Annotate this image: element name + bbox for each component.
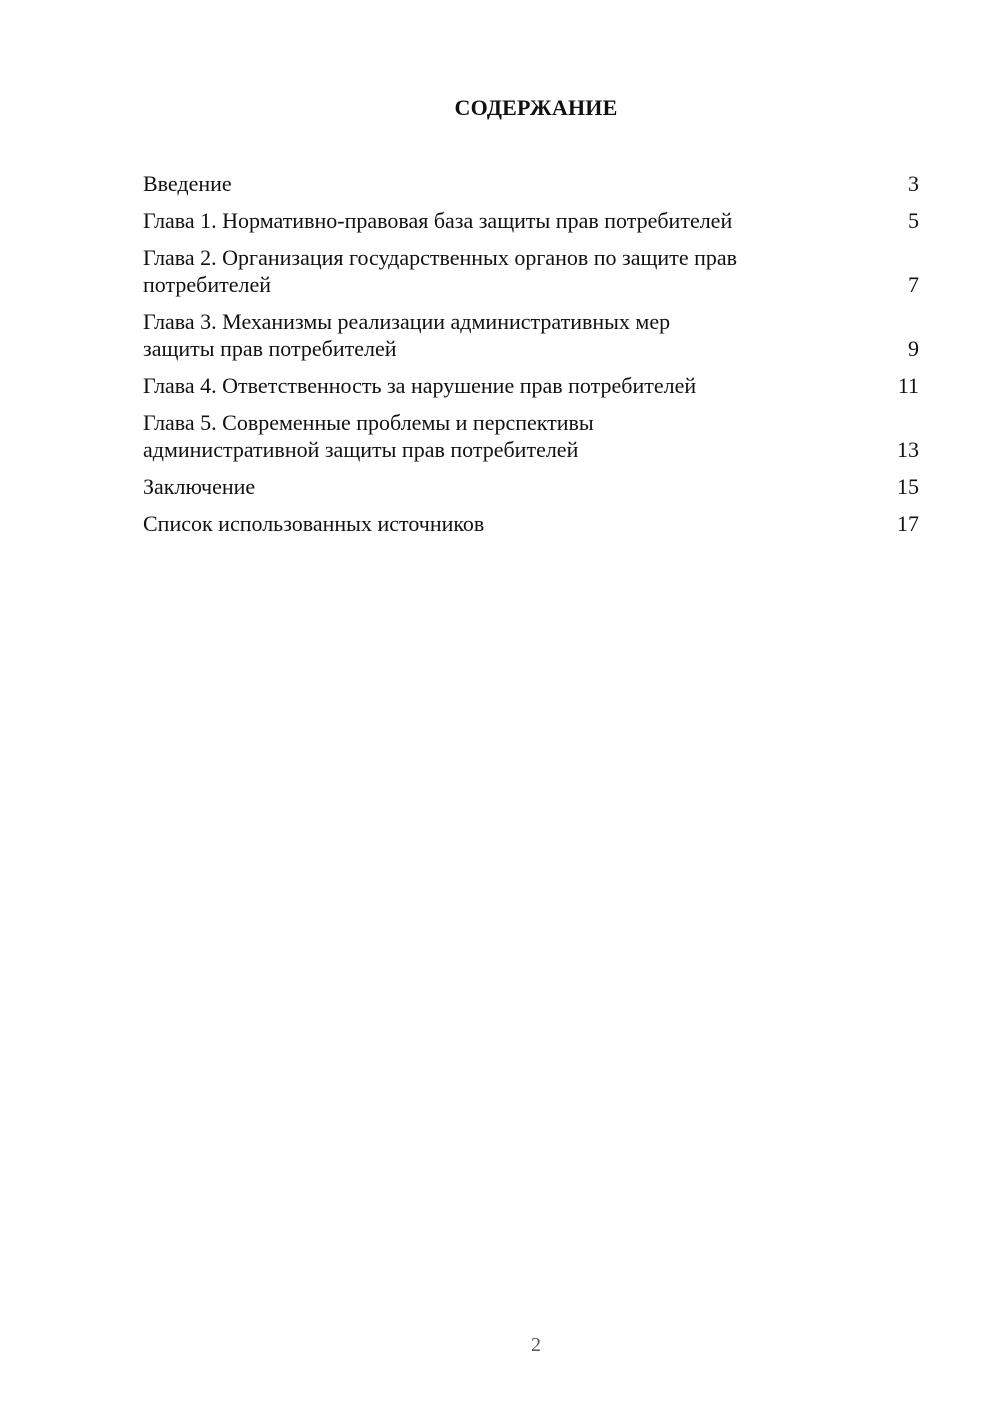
toc-entry-references bbox=[143, 510, 919, 537]
toc-entry-page: 9 bbox=[908, 336, 919, 361]
toc-entry-chapter-1 bbox=[143, 207, 919, 234]
toc-entry-conclusion bbox=[143, 473, 919, 500]
toc-entry-text-line-2: административной защиты прав потребителей bbox=[143, 437, 579, 462]
toc-entry-page: 3 bbox=[908, 171, 919, 196]
toc-entry-chapter-3 bbox=[143, 308, 919, 362]
toc-entry-text-line-2: защиты прав потребителей bbox=[143, 336, 397, 361]
toc-entry-introduction bbox=[143, 170, 919, 197]
toc-entry-chapter-4 bbox=[143, 372, 919, 399]
page-number: 2 bbox=[531, 1334, 541, 1356]
toc-entry-text-line-1: Глава 2. Организация государственных органов по защите прав bbox=[143, 245, 738, 270]
toc-entry-chapter-2 bbox=[143, 244, 919, 298]
toc-entry-page: 11 bbox=[897, 373, 919, 398]
table-of-contents bbox=[143, 170, 919, 547]
toc-entry-page: 5 bbox=[908, 208, 919, 233]
toc-entry-page: 17 bbox=[897, 511, 919, 536]
toc-entry-text-line-2: потребителей bbox=[143, 272, 271, 297]
toc-entry-page: 13 bbox=[897, 437, 919, 462]
toc-entry-page: 7 bbox=[908, 272, 919, 297]
toc-entry-chapter-5 bbox=[143, 409, 919, 463]
toc-entry-text: Заключение bbox=[143, 474, 256, 499]
toc-entry-page: 15 bbox=[897, 474, 919, 499]
toc-entry-text: Список использованных источников bbox=[143, 511, 485, 536]
toc-entry-text-line-1: Глава 3. Механизмы реализации административных мер bbox=[143, 309, 671, 334]
page-title: СОДЕРЖАНИЕ bbox=[454, 95, 618, 120]
toc-entry-text: Глава 4. Ответственность за нарушение прав потребителей bbox=[143, 373, 697, 398]
toc-entry-text: Введение bbox=[143, 171, 232, 196]
toc-entry-text: Глава 1. Нормативно-правовая база защиты прав потребителей bbox=[143, 208, 733, 233]
toc-entry-text-line-1: Глава 5. Современные проблемы и перспективы bbox=[143, 410, 594, 435]
